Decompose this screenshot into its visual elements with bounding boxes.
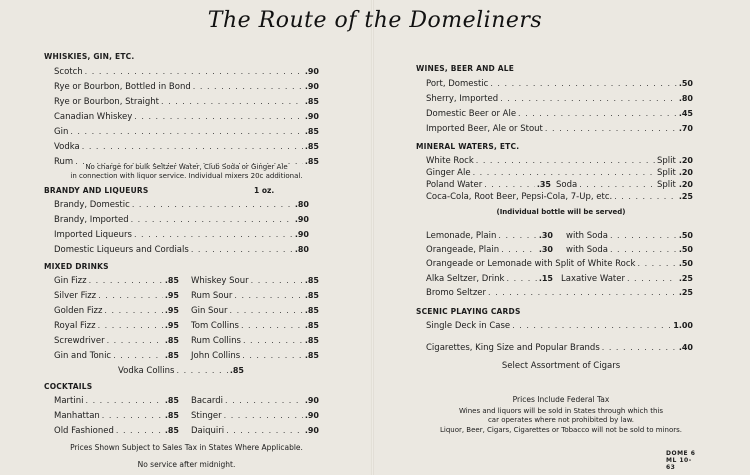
menu-item: Orangeade or Lemonade with Split of White Rock . . . .50 [426, 259, 693, 271]
menu-item: Tom Collins . . . .85 [191, 321, 319, 333]
menu-item: Gin . . . .85 [54, 127, 319, 139]
menu-item: Martini . . . .85 [54, 396, 179, 408]
cards-heading: SCENIC PLAYING CARDS [416, 307, 521, 316]
menu-item: Golden Fizz . . . .95 [54, 306, 179, 318]
menu-item: Royal Fizz . . . .95 [54, 321, 179, 333]
sales-tax-note: Prices Shown Subject to Sales Tax in States Where Applicable. [70, 443, 303, 452]
whiskies-note: No charge for bulk Seltzer Water, Club Soda or Ginger Ale in connection with liquor service. Individual mixers 20c additional. [70, 163, 303, 180]
menu-item: Rum . . . .85 [54, 157, 319, 169]
form-code: DOME 6 ML 10-63 [666, 450, 696, 471]
menu-item: Vodka Collins . . . .85 [118, 366, 244, 378]
menu-item: Cigarettes, King Size and Popular Brands . . . .40 [426, 343, 693, 355]
menu-item: Lemonade, Plain . . . .30 [426, 231, 553, 243]
menu-item: Orangeade, Plain . . . .30 [426, 245, 553, 257]
menu-item: Rye or Bourbon, Straight . . . .85 [54, 97, 319, 109]
menu-item: Rum Collins . . . .85 [191, 336, 319, 348]
minors-note: Liquor, Beer, Cigars, Cigarettes or Tobacco will not be sold to minors. [439, 426, 683, 434]
page-fold [371, 0, 374, 475]
menu-item: Imported Liqueurs . . . .90 [54, 230, 309, 242]
menu-item: Coca-Cola, Root Beer, Pepsi-Cola, 7-Up, etc. . . . .25 [426, 192, 693, 204]
bottle-note: (Individual bottle will be served) [496, 208, 626, 216]
menu-item: Domestic Liqueurs and Cordials . . . .80 [54, 245, 309, 257]
menu-item: Sherry, Imported . . . .80 [426, 94, 693, 106]
menu-item: with Soda . . . .50 [566, 245, 693, 257]
mixed-drinks-heading: MIXED DRINKS [44, 262, 109, 271]
brandy-heading: BRANDY AND LIQUEURS [44, 186, 149, 195]
menu-item: Single Deck in Case . . . 1.00 [426, 321, 693, 333]
cocktails-heading: COCKTAILS [44, 382, 93, 391]
menu-item: Domestic Beer or Ale . . . .45 [426, 109, 693, 121]
menu-item: Gin Fizz . . . .85 [54, 276, 179, 288]
menu-item: Gin and Tonic . . . .85 [54, 351, 179, 363]
menu-item: Brandy, Domestic . . . .80 [54, 200, 309, 212]
menu-item: John Collins . . . .85 [191, 351, 319, 363]
menu-item: Vodka . . . .85 [54, 142, 319, 154]
menu-item: White Rock . . . Split .20 [426, 156, 693, 168]
whiskies-heading: WHISKIES, GIN, ETC. [44, 52, 135, 61]
menu-item: Ginger Ale . . . Split .20 [426, 168, 693, 180]
law-note: Wines and liquors will be sold in States through which this car operates where not prohibited by law. [459, 407, 663, 424]
federal-tax-note: Prices Include Federal Tax [512, 395, 610, 404]
menu-item: Daiquiri . . . .90 [191, 426, 319, 438]
service-note: No service after midnight. [137, 460, 236, 469]
menu-item: Port, Domestic . . . .50 [426, 79, 693, 91]
menu-item: Brandy, Imported . . . .90 [54, 215, 309, 227]
menu-item: Bromo Seltzer . . . .25 [426, 288, 693, 300]
menu-item: Poland Water . . . .35 [426, 180, 551, 192]
menu-item: Silver Fizz . . . .95 [54, 291, 179, 303]
mineral-heading: MINERAL WATERS, ETC. [416, 142, 520, 151]
menu-item: Screwdriver . . . .85 [54, 336, 179, 348]
menu-item: Imported Beer, Ale or Stout . . . .70 [426, 124, 693, 136]
menu-title: The Route of the Domeliners [207, 8, 543, 33]
menu-item: Rye or Bourbon, Bottled in Bond . . . .90 [54, 82, 319, 94]
menu-item: Gin Sour . . . .85 [191, 306, 319, 318]
menu-item: Scotch . . . .90 [54, 67, 319, 79]
menu-item: Manhattan . . . .85 [54, 411, 179, 423]
menu-item: Whiskey Sour . . . .85 [191, 276, 319, 288]
serving-size: 1 oz. [254, 186, 275, 195]
menu-item: Alka Seltzer, Drink . . . .15 [426, 274, 553, 286]
menu-item: Laxative Water . . . .25 [561, 274, 693, 286]
menu-item: Soda . . . Split .20 [556, 180, 693, 192]
menu-item: with Soda . . . .50 [566, 231, 693, 243]
menu-item: Old Fashioned . . . .85 [54, 426, 179, 438]
menu-item: Bacardi . . . .90 [191, 396, 319, 408]
wines-heading: WINES, BEER AND ALE [416, 64, 515, 73]
menu-item: Canadian Whiskey . . . .90 [54, 112, 319, 124]
menu-item: Rum Sour . . . .85 [191, 291, 319, 303]
menu-item: Stinger . . . .90 [191, 411, 319, 423]
cigars-line: Select Assortment of Cigars [501, 361, 621, 371]
